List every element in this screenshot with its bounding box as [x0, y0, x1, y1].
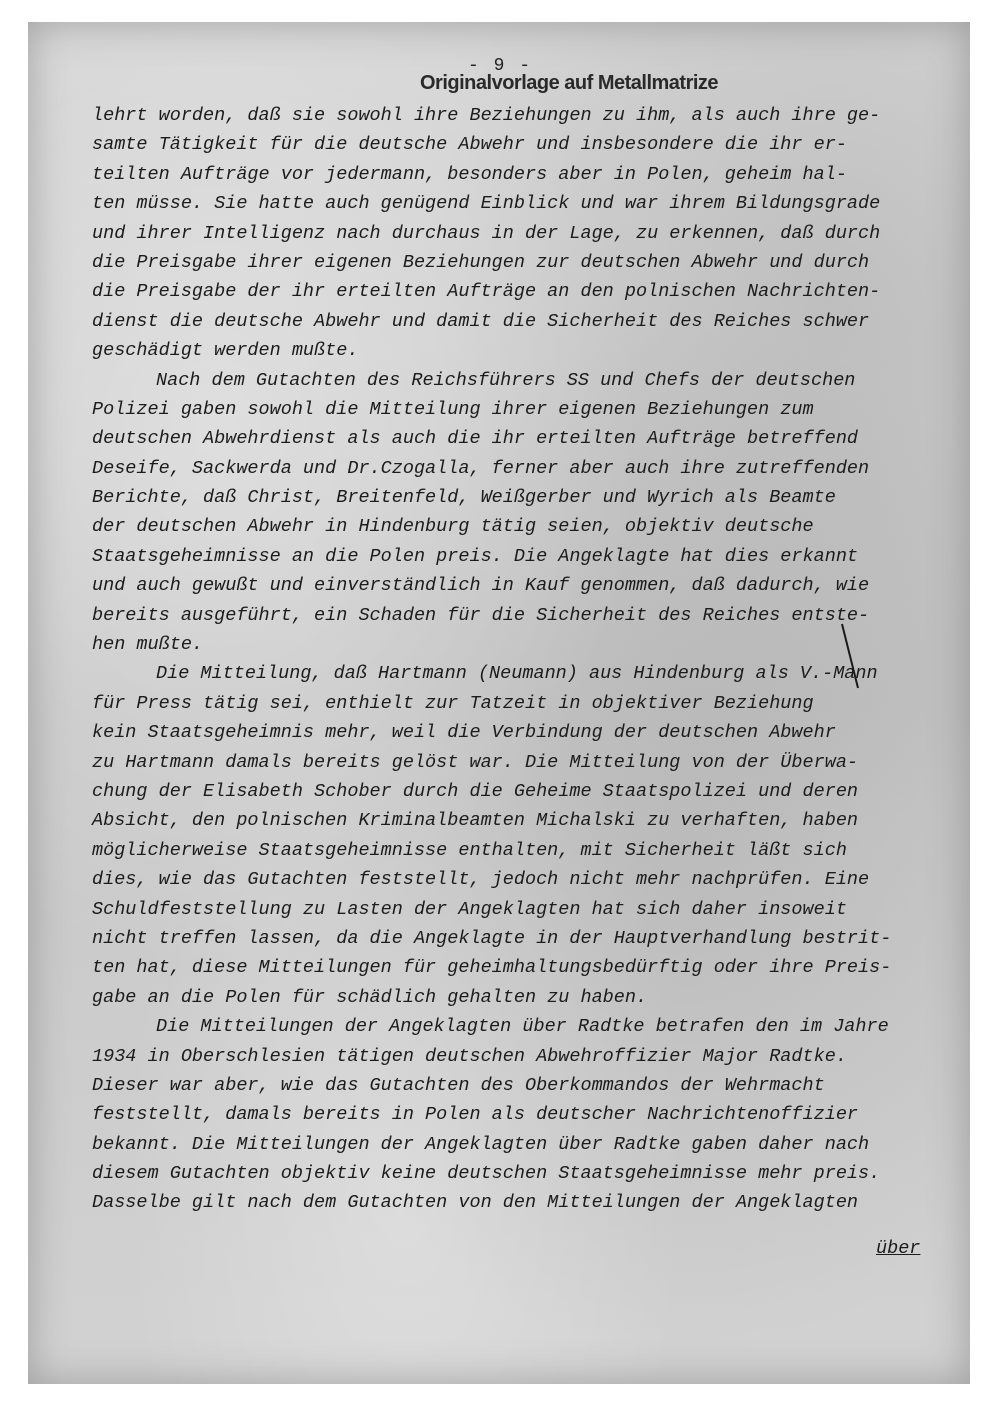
page-number: - 9 - [468, 56, 533, 76]
text-line: Die Mitteilung, daß Hartmann (Neumann) aus Hindenburg als V.-Mann [156, 663, 878, 685]
text-line: zu Hartmann damals bereits gelöst war. Die Mitteilung von der Überwa- [92, 751, 859, 773]
text-line: Schuldfeststellung zu Lasten der Angeklagten hat sich daher insoweit [92, 898, 847, 920]
text-line: möglicherweise Staatsgeheimnisse enthalten, mit Sicherheit läßt sich [92, 839, 847, 861]
text-line: Berichte, daß Christ, Breitenfeld, Weißgerber und Wyrich als Beamte [92, 487, 836, 509]
text-line: ten hat, diese Mitteilungen für geheimhaltungsbedürftig oder ihre Preis- [92, 957, 892, 979]
text-line: bereits ausgeführt, ein Schaden für die Sicherheit des Reiches entste- [92, 604, 870, 626]
text-line: die Preisgabe der ihr erteilten Aufträge an den polnischen Nachrichten- [92, 281, 881, 303]
text-line: dies, wie das Gutachten feststellt, jedoch nicht mehr nachprüfen. Eine [92, 869, 870, 891]
text-line: dienst die deutsche Abwehr und damit die Sicherheit des Reiches schwer [92, 310, 870, 332]
text-line: Dieser war aber, wie das Gutachten des Oberkommandos der Wehrmacht [92, 1074, 825, 1096]
page-continuation-word: über [876, 1238, 921, 1259]
text-line: Nach dem Gutachten des Reichsführers SS und Chefs der deutschen [156, 369, 856, 391]
text-line: Dasselbe gilt nach dem Gutachten von den Mitteilungen der Angeklagten [92, 1192, 859, 1214]
text-line: Die Mitteilungen der Angeklagten über Radtke betrafen den im Jahre [156, 1016, 889, 1038]
text-line: und ihrer Intelligenz nach durchaus in der Lage, zu erkennen, daß durch [92, 222, 881, 244]
text-line: ten müsse. Sie hatte auch genügend Einblick und war ihrem Bildungsgrade [92, 193, 881, 215]
text-line: 1934 in Oberschlesien tätigen deutschen Abwehroffizier Major Radtke. [92, 1045, 847, 1067]
text-line: kein Staatsgeheimnis mehr, weil die Verbindung der deutschen Abwehr [92, 722, 836, 744]
text-line: nicht treffen lassen, da die Angeklagte in der Hauptverhandlung bestrit- [92, 927, 892, 949]
pen-stroke-mark [838, 622, 878, 692]
text-line: bekannt. Die Mitteilungen der Angeklagten über Radtke gaben daher nach [92, 1133, 870, 1155]
text-line: chung der Elisabeth Schober durch die Geheime Staatspolizei und deren [92, 780, 859, 802]
text-line: deutschen Abwehrdienst als auch die ihr erteilten Aufträge betreffend [92, 428, 859, 450]
text-line: Deseife, Sackwerda und Dr.Czogalla, ferner aber auch ihre zutreffenden [92, 457, 870, 479]
text-line: Staatsgeheimnisse an die Polen preis. Die Angeklagte hat dies erkannt [92, 545, 859, 567]
text-line: die Preisgabe ihrer eigenen Beziehungen zur deutschen Abwehr und durch [92, 251, 870, 273]
text-line: Polizei gaben sowohl die Mitteilung ihrer eigenen Beziehungen zum [92, 398, 814, 420]
text-line: samte Tätigkeit für die deutsche Abwehr und insbesondere die ihr er- [92, 134, 847, 156]
archive-stamp: Originalvorlage auf Metallmatrize [420, 72, 719, 94]
text-line: der deutschen Abwehr in Hindenburg tätig seien, objektiv deutsche [92, 516, 814, 538]
text-line: Absicht, den polnischen Kriminalbeamten Michalski zu verhaften, haben [92, 810, 859, 832]
text-line: hen mußte. [92, 634, 204, 656]
text-line: teilten Aufträge vor jedermann, besonders aber in Polen, geheim hal- [92, 163, 847, 185]
typewritten-body [92, 101, 964, 1218]
text-line: lehrt worden, daß sie sowohl ihre Beziehungen zu ihm, als auch ihre ge- [92, 105, 881, 126]
text-line: feststellt, damals bereits in Polen als deutscher Nachrichtenoffizier [92, 1104, 859, 1126]
text-line: diesem Gutachten objektiv keine deutschen Staatsgeheimnisse mehr preis. [92, 1163, 881, 1185]
text-line: gabe an die Polen für schädlich gehalten zu haben. [92, 986, 648, 1008]
text-line: und auch gewußt und einverständlich in Kauf genommen, daß dadurch, wie [92, 575, 870, 597]
text-line: für Press tätig sei, enthielt zur Tatzeit in objektiver Beziehung [92, 692, 814, 714]
text-line: geschädigt werden mußte. [92, 340, 359, 362]
